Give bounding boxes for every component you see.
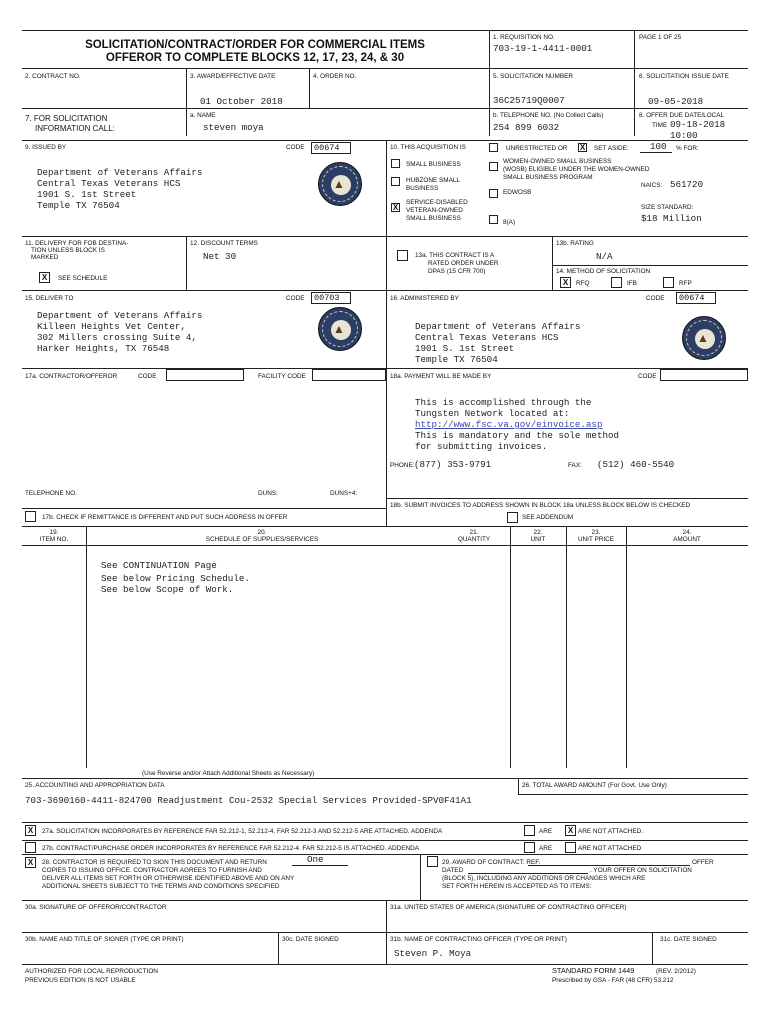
hubzone-checkbox[interactable] (391, 177, 400, 186)
duns-label: DUNS: (258, 490, 278, 497)
27a-label: 27a. SOLICITATION INCORPORATES BY REFERENCE FAR 52.212-1, 52.212-4. FAR 52.212-3 AND 52.212-5 ARE ATTACHED. ADDENDA (42, 828, 443, 835)
footer-form-name: STANDARD FORM 1449 (552, 966, 635, 975)
deliver-to-line-2: Killeen Heights Vet Center, (37, 321, 186, 332)
administered-by-code[interactable]: 00674 (676, 292, 716, 304)
unrestricted-checkbox[interactable] (489, 143, 498, 152)
offeror-date-label: 30c. DATE SIGNED (282, 936, 339, 943)
va-seal-icon: ▲ (318, 162, 362, 206)
administered-by-line-2: Central Texas Veterans HCS (415, 332, 559, 343)
signature-officer-field[interactable] (390, 914, 745, 930)
payment-line-4: This is mandatory and the sole method (415, 430, 619, 441)
payment-label: 18a. PAYMENT WILL BE MADE BY (390, 373, 492, 380)
duns4-label: DUNS+4: (330, 490, 358, 497)
rfp-label: RFP (679, 280, 692, 287)
officer-name-value[interactable]: Steven P. Moya (394, 948, 472, 959)
telephone-label: b. TELEPHONE NO. (No Collect Calls) (493, 112, 604, 119)
rfp-checkbox[interactable] (663, 277, 674, 288)
info-call-label: 7. FOR SOLICITATION (25, 114, 108, 123)
payment-code-field[interactable] (660, 369, 748, 381)
payment-phone-label: PHONE: (390, 462, 415, 469)
administered-by-label: 16. ADMINISTERED BY (390, 295, 459, 302)
payment-fax-value[interactable]: (512) 460-5540 (597, 459, 675, 470)
29-label-3: (BLOCK 5), INCLUDING ANY ADDITIONS OR CHANGES WHICH ARE (442, 875, 646, 882)
payment-fax-label: FAX: (568, 462, 582, 469)
schedule-line-1: See CONTINUATION Page (101, 560, 217, 571)
29-checkbox[interactable] (427, 856, 438, 867)
contractor-code-label: CODE (138, 373, 157, 380)
contract-no-label: 2. CONTRACT NO. (25, 73, 81, 80)
see-schedule-checkbox[interactable]: X (39, 272, 50, 283)
contractor-code-field[interactable] (166, 369, 244, 381)
officer-date-label: 31c. DATE SIGNED (660, 936, 717, 943)
col-schedule-header: SCHEDULE OF SUPPLIES/SERVICES (205, 536, 319, 543)
rated-order-checkbox[interactable] (397, 250, 408, 261)
sdvosb-label-2: VETERAN-OWNED (406, 207, 463, 214)
requisition-label: 1. REQUISITION NO. (493, 34, 555, 41)
page-count: PAGE 1 OF 25 (639, 34, 682, 41)
payment-code-label: CODE (638, 373, 657, 380)
naics-label: NAICS: (641, 182, 663, 189)
administered-by-line-4: Temple TX 76504 (415, 354, 498, 365)
deliver-to-code-label: CODE (286, 295, 305, 302)
27b-are-not-checkbox[interactable] (565, 842, 576, 853)
facility-code-field[interactable] (312, 369, 386, 381)
issued-by-code[interactable]: 00674 (311, 142, 351, 154)
va-seal-icon: ▲ (682, 316, 726, 360)
reverse-note: (Use Reverse and/or Attach Additional Sheets as Necessary) (142, 770, 315, 777)
col-schedule-num: 20. (257, 529, 267, 536)
set-aside-percent[interactable]: 100 (650, 141, 667, 152)
contractor-label: 17a. CONTRACTOR/OFFEROR (25, 373, 118, 380)
small-business-checkbox[interactable] (391, 159, 400, 168)
offer-due-date[interactable]: 09-18-2018 (670, 119, 726, 130)
rated-order-label-3: DPAS (15 CFR 700) (428, 268, 486, 275)
hubzone-label: HUBZONE SMALL (406, 177, 460, 184)
col-item-header: ITEM NO. (39, 536, 69, 543)
col-item-num: 19. (49, 529, 59, 536)
administered-by-line-3: 1901 S. 1st Street (415, 343, 515, 354)
28-copies-value[interactable]: One (307, 854, 324, 865)
footer-revision: (REV. 2/2012) (656, 968, 696, 975)
offer-due-label: 8. OFFER DUE DATE/LOCAL (639, 112, 725, 119)
total-award-label: 26. TOTAL AWARD AMOUNT (For Govt. Use Only) (522, 782, 667, 789)
27b-are-label: ARE (539, 845, 553, 852)
deliver-to-line-4: Harker Heights, TX 76548 (37, 343, 170, 354)
award-date-value[interactable]: 01 October 2018 (200, 96, 283, 107)
28-checkbox[interactable]: X (25, 857, 36, 868)
size-standard-value[interactable]: $18 Million (641, 213, 702, 224)
name-label: a. NAME (190, 112, 216, 119)
signer-name-label: 30b. NAME AND TITLE OF SIGNER (TYPE OR PRINT) (25, 936, 184, 943)
requisition-number[interactable]: 703-19-1-4411-0001 (493, 43, 593, 54)
payment-line-5: for submitting invoices. (415, 441, 548, 452)
rating-label: 13b. RATING (556, 240, 594, 247)
size-standard-label: SIZE STANDARD: (641, 204, 694, 211)
submit-invoices-label: 18b. SUBMIT INVOICES TO ADDRESS SHOWN IN BLOCK 18a UNLESS BLOCK BELOW IS CHECKED (390, 502, 691, 509)
discount-terms-value[interactable]: Net 30 (203, 251, 237, 262)
issued-by-line-4: Temple TX 76504 (37, 200, 120, 211)
order-no-label: 4. ORDER NO. (313, 73, 357, 80)
accounting-label: 25. ACCOUNTING AND APPROPRIATION DATA (25, 782, 165, 789)
deliver-to-line-3: 302 Millers crossing Suite 4, (37, 332, 197, 343)
ifb-label: IFB (627, 280, 637, 287)
29-label-1: 29. AWARD OF CONTRACT: REF. (442, 859, 541, 866)
percent-for-label: % FOR: (676, 145, 699, 152)
issued-by-line-3: 1901 S. 1st Street (37, 189, 137, 200)
payment-phone-value[interactable]: (877) 353-9791 (414, 459, 492, 470)
deliver-to-label: 15. DELIVER TO (25, 295, 74, 302)
wosb-label-2: (WOSB) ELIGIBLE UNDER THE WOMEN-OWNED (503, 166, 650, 173)
footer-reproduction: AUTHORIZED FOR LOCAL REPRODUCTION (25, 968, 158, 975)
schedule-line-2: See below Pricing Schedule. (101, 573, 250, 584)
issued-by-label: 9. ISSUED BY (25, 144, 67, 151)
contact-name-value[interactable]: steven moya (203, 122, 264, 133)
wosb-checkbox[interactable] (489, 162, 498, 171)
naics-value[interactable]: 561720 (670, 179, 704, 190)
see-addendum-label: SEE ADDENDUM (522, 514, 574, 521)
28-label-3: DELIVER ALL ITEMS SET FORTH OR OTHERWISE IDENTIFIED ABOVE AND ON ANY (42, 875, 295, 882)
award-date-label: 3. AWARD/EFFECTIVE DATE (190, 73, 276, 80)
delivery-label-3: MARKED (31, 254, 59, 261)
col-unit-price-num: 23. (591, 529, 601, 536)
telephone-value[interactable]: 254 899 6032 (493, 122, 560, 133)
administered-by-line-1: Department of Veterans Affairs (415, 321, 581, 332)
see-schedule-label: SEE SCHEDULE (58, 275, 108, 282)
offer-due-time-label: TIME (652, 122, 668, 129)
27b-checkbox[interactable] (25, 842, 36, 853)
rating-value[interactable]: N/A (596, 251, 613, 262)
27a-checkbox[interactable]: X (25, 825, 36, 836)
col-unit-num: 22. (533, 529, 543, 536)
edwosb-checkbox[interactable] (489, 189, 498, 198)
discount-terms-label: 12. DISCOUNT TERMS (190, 240, 258, 247)
issue-date-value[interactable]: 09-05-2018 (648, 96, 704, 107)
rated-order-label-2: RATED ORDER UNDER (428, 260, 499, 267)
29-label-2: . YOUR OFFER ON SOLICITATION (590, 867, 692, 874)
28-label-2: COPIES TO ISSUING OFFICE. CONTRACTOR AGREES TO FURNISH AND (42, 867, 262, 874)
hubzone-label-2: BUSINESS (406, 185, 439, 192)
form-title-line1: SOLICITATION/CONTRACT/ORDER FOR COMMERCIAL ITEMS (85, 39, 425, 51)
27a-are-label: ARE (539, 828, 553, 835)
offer-due-time[interactable]: 10:00 (670, 130, 698, 141)
form-title-line2: OFFEROR TO COMPLETE BLOCKS 12, 17, 23, 24, & 30 (105, 52, 405, 64)
unrestricted-label: UNRESTRICTED OR (506, 145, 568, 152)
27b-are-not-label: ARE NOT ATTACHED (578, 845, 642, 852)
col-quantity-num: 21. (469, 529, 479, 536)
27a-are-not-label: ARE NOT ATTACHED. (578, 828, 643, 835)
signature-offeror-label: 30a. SIGNATURE OF OFFEROR/CONTRACTOR (25, 904, 167, 911)
wosb-label: WOMEN-OWNED SMALL BUSINESS (503, 158, 612, 165)
info-call-label-2: INFORMATION CALL: (35, 124, 115, 133)
solicitation-no-label: 5. SOLICITATION NUMBER (493, 73, 574, 80)
sdvosb-label-3: SMALL BUSINESS (406, 215, 461, 222)
see-addendum-checkbox[interactable] (507, 512, 518, 523)
officer-name-label: 31b. NAME OF CONTRACTING OFFICER (TYPE OR PRINT) (390, 936, 567, 943)
col-amount-header: AMOUNT (673, 536, 701, 543)
remittance-label: 17b. CHECK IF REMITTANCE IS DIFFERENT AND PUT SUCH ADDRESS IN OFFER (42, 514, 288, 521)
issued-by-line-2: Central Texas Veterans HCS (37, 178, 181, 189)
deliver-to-code[interactable]: 00703 (311, 292, 351, 304)
edwosb-label: EDWOSB (503, 189, 532, 196)
27b-are-checkbox[interactable] (524, 842, 535, 853)
einvoice-link[interactable]: http://www.fsc.va.gov/einvoice.asp (415, 419, 603, 430)
delivery-label-1: 11. DELIVERY FOR FOB DESTINA- (25, 240, 129, 247)
schedule-line-3: See below Scope of Work. (101, 584, 234, 595)
ifb-checkbox[interactable] (611, 277, 622, 288)
28-label-1: 28. CONTRACTOR IS REQUIRED TO SIGN THIS DOCUMENT AND RETURN (42, 859, 267, 866)
8a-label: 8(A) (503, 219, 516, 226)
footer-prescribed: Prescribed by GSA - FAR (48 CFR) 53.212 (552, 977, 674, 984)
method-label: 14. METHOD OF SOLICITATION (556, 268, 651, 275)
rfq-checkbox[interactable]: X (560, 277, 571, 288)
27a-are-checkbox[interactable] (524, 825, 535, 836)
remittance-checkbox[interactable] (25, 511, 36, 522)
payment-line-1: This is accomplished through the (415, 397, 592, 408)
va-seal-icon: ▲ (318, 307, 362, 351)
administered-by-code-label: CODE (646, 295, 665, 302)
wosb-label-3: SMALL BUSINESS PROGRAM (503, 174, 593, 181)
facility-code-label: FACILITY CODE (258, 373, 306, 380)
issue-date-label: 6. SOLICITATION ISSUE DATE (639, 73, 729, 80)
col-amount-num: 24. (682, 529, 692, 536)
col-unit-price-header: UNIT PRICE (577, 536, 615, 543)
27b-label: 27b. CONTRACT/PURCHASE ORDER INCORPORATES BY REFERENCE FAR 52.212-4. FAR 52.212-5 IS ATTACHED. ADDENDA (42, 845, 420, 852)
col-unit-header: UNIT (530, 536, 546, 543)
28-label-4: ADDITIONAL SHEETS SUBJECT TO THE TERMS AND CONDITIONS SPECIFIED (42, 883, 280, 890)
footer-previous-edition: PREVIOUS EDITION IS NOT USABLE (25, 977, 136, 984)
set-aside-label: SET ASIDE: (594, 145, 629, 152)
issued-by-code-label: CODE (286, 144, 305, 151)
29-label-4: SET FORTH HEREIN IS ACCEPTED AS TO ITEMS: (442, 883, 592, 890)
telephone-no-label: TELEPHONE NO. (25, 490, 77, 497)
solicitation-no-value[interactable]: 36C25719Q0007 (493, 95, 565, 106)
payment-line-2: Tungsten Network located at: (415, 408, 570, 419)
rfq-label: RFQ (576, 280, 590, 287)
rated-order-label: 13a. THIS CONTRACT IS A (415, 252, 495, 259)
29-dated-label: DATED (442, 867, 464, 874)
sdvosb-checkbox[interactable]: X (392, 203, 399, 212)
signature-offeror-field[interactable] (25, 914, 380, 930)
small-business-label: SMALL BUSINESS (406, 161, 461, 168)
29-offer-label: OFFER (692, 859, 714, 866)
27a-are-not-checkbox[interactable]: X (565, 825, 576, 836)
issued-by-line-1: Department of Veterans Affairs (37, 167, 203, 178)
signature-officer-label: 31a. UNITED STATES OF AMERICA (SIGNATURE OF CONTRACTING OFFICER) (390, 904, 627, 911)
8a-checkbox[interactable] (489, 215, 498, 224)
sdvosb-label: SERVICE-DISABLED (406, 199, 468, 206)
col-quantity-header: QUANTITY (457, 536, 491, 543)
delivery-label-2: TION UNLESS BLOCK IS (31, 247, 105, 254)
acquisition-label: 10. THIS ACQUISITION IS (390, 144, 466, 151)
accounting-value[interactable]: 703-3690160-4411-824700 Readjustment Cou-2532 Special Services Provided-SPV0F41A1 (25, 795, 472, 806)
deliver-to-line-1: Department of Veterans Affairs (37, 310, 203, 321)
set-aside-checkbox[interactable]: X (579, 143, 586, 152)
